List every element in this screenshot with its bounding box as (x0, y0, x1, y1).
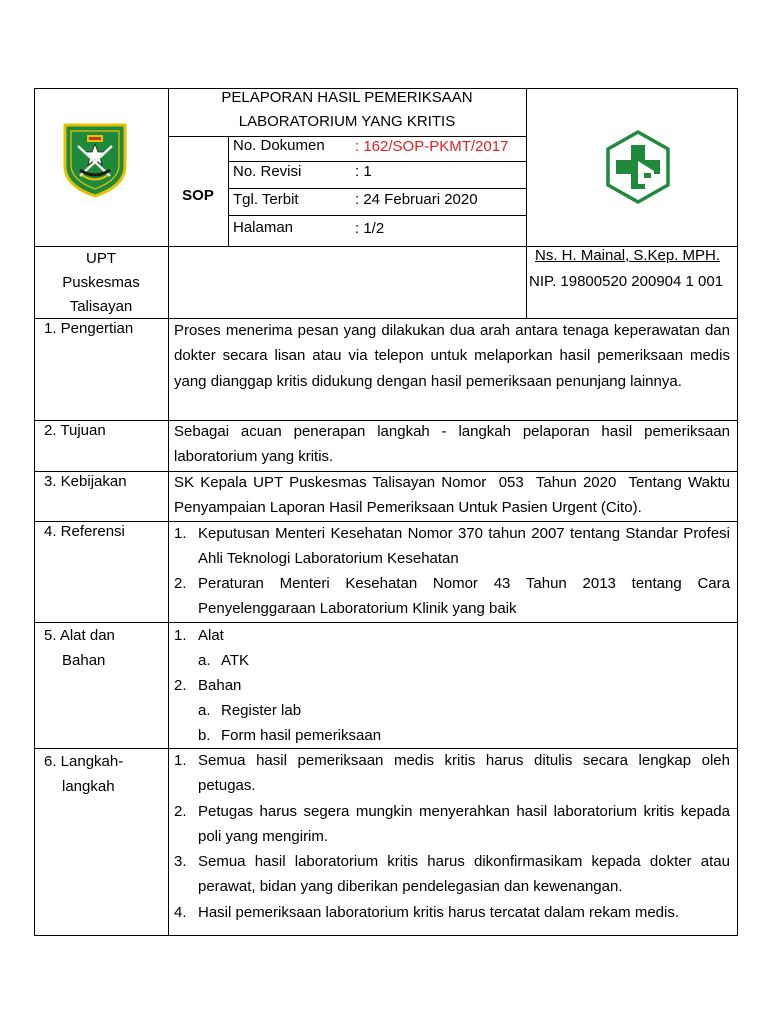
list-item (174, 521, 730, 571)
signatory-name: Ns. H. Mainal, S.Kep. MPH. (535, 247, 721, 264)
bahan-sublist-letter-a: a. (198, 702, 211, 719)
list-number: 1. (174, 525, 187, 542)
signatory-nip: NIP. 19800520 200904 1 001 (529, 273, 724, 290)
list-number: 4. (174, 903, 187, 921)
regional-emblem-logo (62, 122, 128, 198)
section-label-langkah-line1: 6. Langkah- (44, 753, 124, 770)
list-item (174, 900, 730, 925)
section-text-kebijakan: SK Kepala UPT Puskesmas Talisayan Nomor 053 Tahun 2020 Tentang Waktu Penyampaian Laporan Hasil Pemeriksaan Untuk Pasien Urgent (Cito). (174, 474, 735, 517)
section-label-alat-line2: Bahan (62, 652, 106, 669)
doc-number-label: No. Dokumen (233, 137, 325, 154)
bahan-list-number: 2. (174, 677, 187, 694)
puskesmas-logo (604, 129, 672, 205)
section-label-tujuan: 2. Tujuan (44, 422, 106, 439)
list-text: Hasil pemeriksaan laboratorium kritis harus tercatat dalam rekam medis. (198, 903, 680, 921)
list-number: 1. (174, 752, 187, 769)
org-name-line1: UPT (86, 250, 116, 267)
list-number: 3. (174, 853, 187, 871)
list-number: 2. (174, 802, 187, 820)
list-number: 2. (174, 575, 187, 592)
alat-sublist-text: ATK (221, 652, 250, 669)
issue-date-label: Tgl. Terbit (233, 191, 299, 208)
page-label: Halaman (233, 219, 294, 236)
referensi-list (174, 521, 730, 622)
section-label-pengertian: 1. Pengertian (44, 320, 134, 337)
bahan-list-text: Bahan (198, 677, 242, 694)
doc-number-value: : 162/SOP-PKMT/2017 (355, 138, 509, 155)
org-name-line2: Puskesmas (62, 274, 140, 291)
list-text: Semua hasil pemeriksaan medis kritis harus ditulis secara lengkap oleh petugas. (198, 752, 730, 795)
alat-sublist-letter: a. (198, 652, 211, 669)
bahan-sublist-text-a: Register lab (221, 702, 302, 719)
sop-label: SOP (182, 187, 214, 204)
section-text-tujuan: Sebagai acuan penerapan langkah - langkah pelaporan hasil pemeriksaan laboratorium yang kritis. (174, 423, 730, 466)
page-value: : 1/2 (355, 220, 385, 237)
langkah-list (174, 748, 730, 925)
section-label-alat-line1: 5. Alat dan (44, 627, 115, 644)
list-item (174, 748, 730, 799)
list-text: Petugas harus segera mungkin menyerahkan hasil laboratorium kritis kepada poli yang mengirim. (198, 802, 730, 845)
list-item (174, 799, 730, 850)
bahan-sublist-text-b: Form hasil pemeriksaan (221, 727, 382, 744)
revision-value: : 1 (355, 163, 372, 180)
list-text: Peraturan Menteri Kesehatan Nomor 43 Tahun 2013 tentang Cara Penyelenggaraan Laboratorium Klinik yang baik (198, 575, 730, 618)
section-text-pengertian: Proses menerima pesan yang dilakukan dua arah antara tenaga keperawatan dan dokter secara lisan atau via telepon untuk melaporkan hasil pemeriksaan medis yang dianggap kritis didukung dengan hasil pemeriksaan penunjang lainnya. (174, 322, 730, 390)
list-item (174, 849, 730, 900)
document-title-line2: LABORATORIUM YANG KRITIS (238, 113, 456, 130)
section-label-referensi: 4. Referensi (44, 523, 125, 540)
section-label-kebijakan: 3. Kebijakan (44, 473, 127, 490)
revision-label: No. Revisi (233, 163, 302, 180)
org-name-line3: Talisayan (69, 298, 133, 315)
alat-list-text: Alat (198, 627, 224, 644)
list-text: Keputusan Menteri Kesehatan Nomor 370 tahun 2007 tentang Standar Profesi Ahli Teknologi Laboratorium Kesehatan (198, 525, 730, 568)
bahan-sublist-letter-b: b. (198, 727, 211, 744)
section-label-langkah-line2: langkah (62, 778, 115, 795)
list-item (174, 571, 730, 622)
list-text: Semua hasil laboratorium kritis harus dikonfirmasikam kepada dokter atau perawat, bidan yang diberikan pendelegasian dan kewenangan. (198, 853, 730, 896)
document-title-line1: PELAPORAN HASIL PEMERIKSAAN (221, 89, 473, 106)
issue-date-value: : 24 Februari 2020 (355, 191, 478, 208)
alat-list-number: 1. (174, 627, 187, 644)
